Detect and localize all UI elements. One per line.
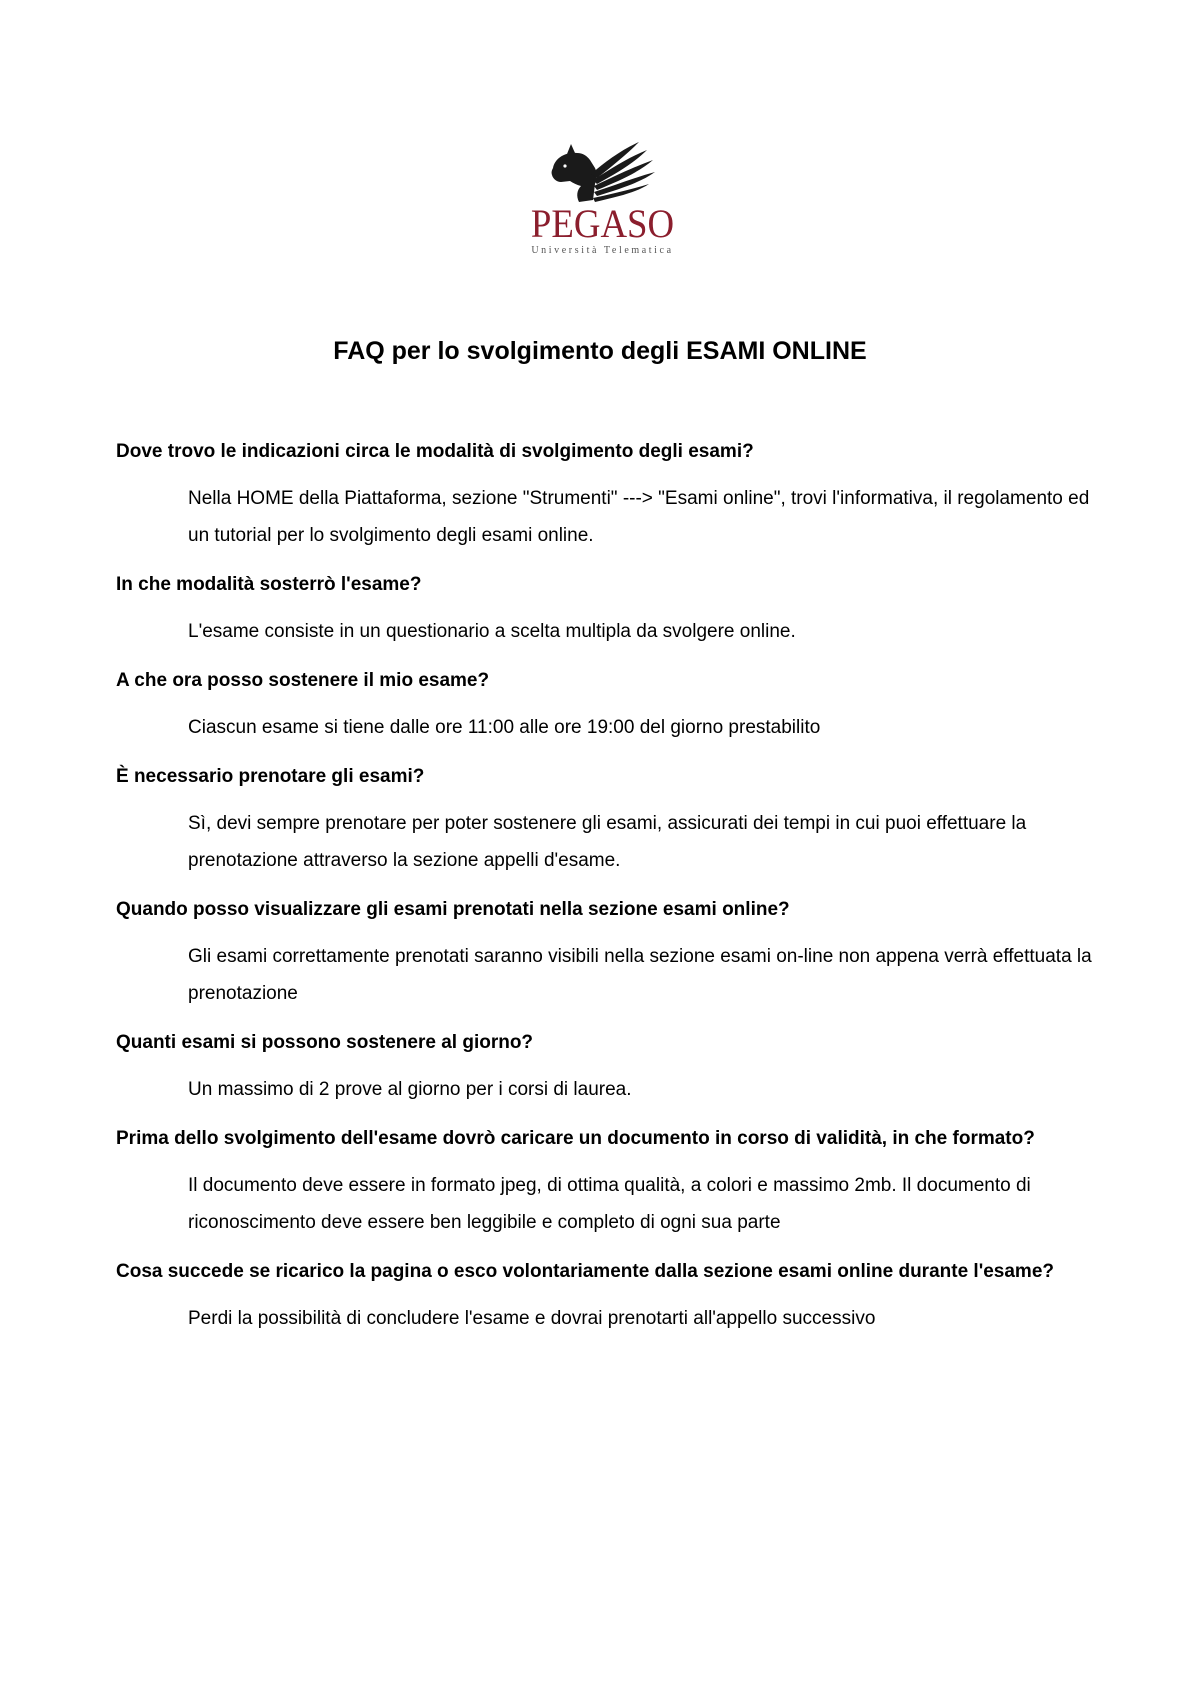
faq-item xyxy=(116,662,1096,746)
faq-answer: Sì, devi sempre prenotare per poter sostenere gli esami, assicurati dei tempi in cui puoi effettuare la prenotazione attraverso la sezione appelli d'esame. xyxy=(188,813,1027,871)
faq-question: È necessario prenotare gli esami? xyxy=(116,766,425,787)
faq-question: A che ora posso sostenere il mio esame? xyxy=(116,670,490,691)
pegasus-icon xyxy=(543,138,663,206)
faq-question: Quanti esami si possono sostenere al giorno? xyxy=(116,1032,534,1053)
faq-answer: L'esame consiste in un questionario a scelta multipla da svolgere online. xyxy=(188,621,796,642)
faq-answer: Ciascun esame si tiene dalle ore 11:00 alle ore 19:00 del giorno prestabilito xyxy=(188,717,821,738)
page-title: FAQ per lo svolgimento degli ESAMI ONLINE xyxy=(333,337,867,365)
faq-answer: Il documento deve essere in formato jpeg, di ottima qualità, a colori e massimo 2mb. Il documento di riconoscimento deve essere ben leggibile e completo di ogni sua parte xyxy=(188,1175,1031,1233)
faq-answer: Nella HOME della Piattaforma, sezione "Strumenti" ---> "Esami online", trovi l'informativa, il regolamento ed un tutorial per lo svolgimento degli esami online. xyxy=(188,488,1090,546)
faq-item xyxy=(116,433,1096,554)
faq-question: Prima dello svolgimento dell'esame dovrò caricare un documento in corso di validità, in che formato? xyxy=(116,1128,1035,1149)
logo-subtitle: Università Telematica xyxy=(531,245,674,256)
faq-list xyxy=(116,433,1096,1349)
faq-item xyxy=(116,1024,1096,1108)
pegaso-logo xyxy=(515,138,690,270)
faq-item xyxy=(116,1120,1096,1241)
faq-item xyxy=(116,1253,1096,1337)
faq-answer: Un massimo di 2 prove al giorno per i corsi di laurea. xyxy=(188,1079,632,1100)
faq-question: Dove trovo le indicazioni circa le modalità di svolgimento degli esami? xyxy=(116,441,754,462)
faq-question: In che modalità sosterrò l'esame? xyxy=(116,574,422,595)
faq-item xyxy=(116,758,1096,879)
faq-item xyxy=(116,891,1096,1012)
faq-answer: Perdi la possibilità di concludere l'esame e dovrai prenotarti all'appello successivo xyxy=(188,1308,876,1329)
faq-question: Cosa succede se ricarico la pagina o esco volontariamente dalla sezione esami online durante l'esame? xyxy=(116,1261,1054,1282)
faq-answer: Gli esami correttamente prenotati saranno visibili nella sezione esami on-line non appena verrà effettuata la prenotazione xyxy=(188,946,1092,1004)
faq-question: Quando posso visualizzare gli esami prenotati nella sezione esami online? xyxy=(116,899,790,920)
logo-wordmark: PEGASO xyxy=(530,201,675,246)
faq-item xyxy=(116,566,1096,650)
